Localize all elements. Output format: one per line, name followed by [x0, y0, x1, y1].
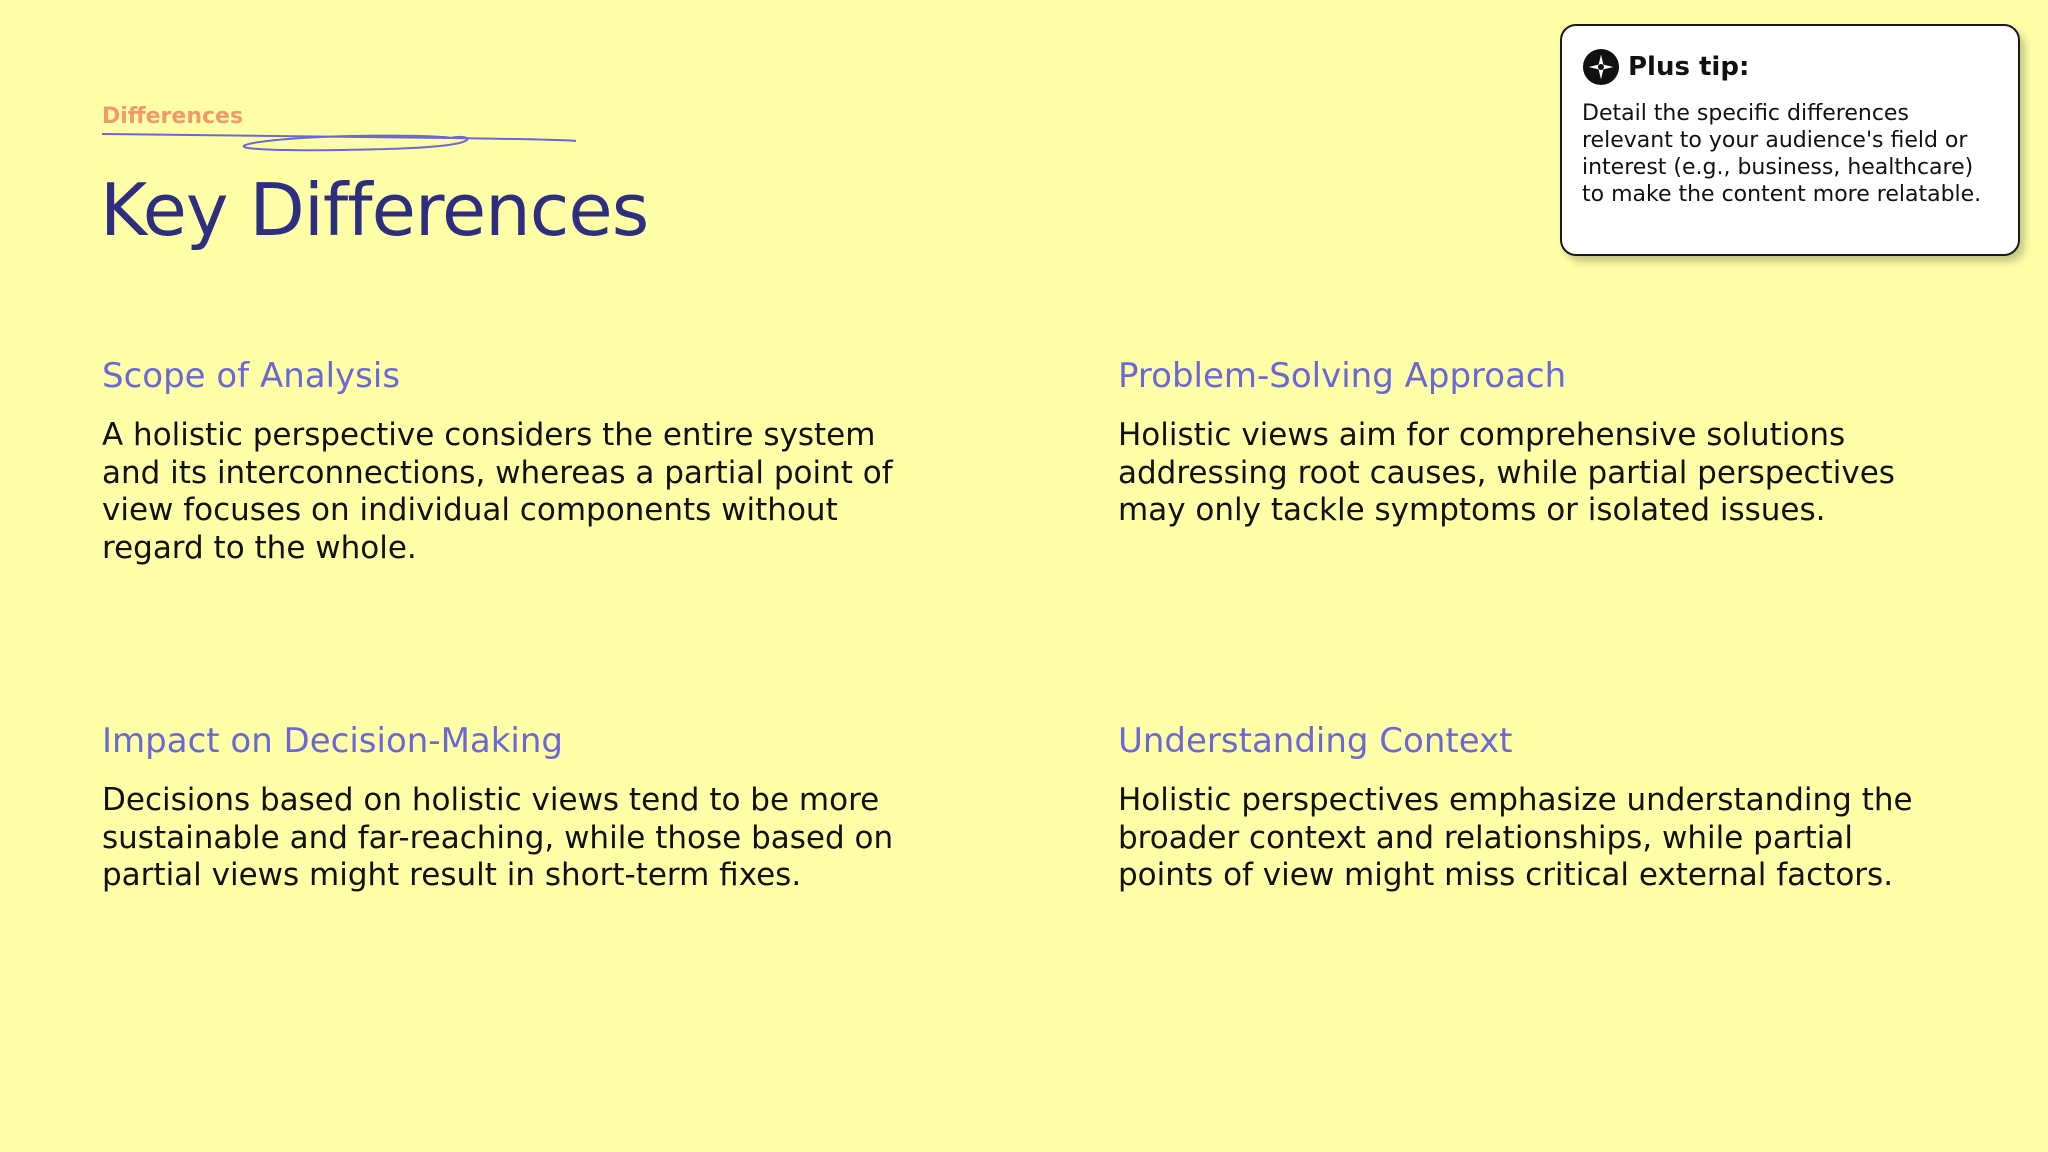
card-scope-of-analysis [102, 355, 902, 567]
card-body: A holistic perspective considers the entire system and its interconnections, whereas a partial point of view focuses on individual components without regard to the whole. [102, 417, 893, 566]
card-heading: Understanding Context [1118, 721, 1513, 761]
card-body: Holistic perspectives emphasize understanding the broader context and relationships, while partial points of view might miss critical external factors. [1118, 782, 1913, 893]
card-heading: Problem-Solving Approach [1118, 356, 1567, 396]
tip-body: Detail the specific differences relevant to your audience's field or interest (e.g., business, healthcare) to make the content more relatable. [1582, 101, 1982, 207]
scribble-underline [100, 128, 580, 158]
card-heading: Impact on Decision-Making [102, 721, 564, 761]
card-understanding-context [1118, 720, 1948, 895]
sparkle-icon [1582, 48, 1620, 86]
plus-tip-panel [1560, 24, 2020, 256]
card-impact-on-decision-making [102, 720, 902, 895]
section-eyebrow: Differences [102, 104, 244, 129]
tip-header [1582, 48, 2000, 86]
card-heading: Scope of Analysis [102, 356, 401, 396]
card-body: Decisions based on holistic views tend to be more sustainable and far-reaching, while those based on partial views might result in short-term fixes. [102, 782, 894, 893]
page-title: Key Differences [100, 168, 649, 252]
card-problem-solving-approach [1118, 355, 1948, 530]
tip-title: Plus tip: [1628, 52, 1750, 82]
card-body: Holistic views aim for comprehensive solutions addressing root causes, while partial perspectives may only tackle symptoms or isolated issues. [1118, 417, 1895, 528]
